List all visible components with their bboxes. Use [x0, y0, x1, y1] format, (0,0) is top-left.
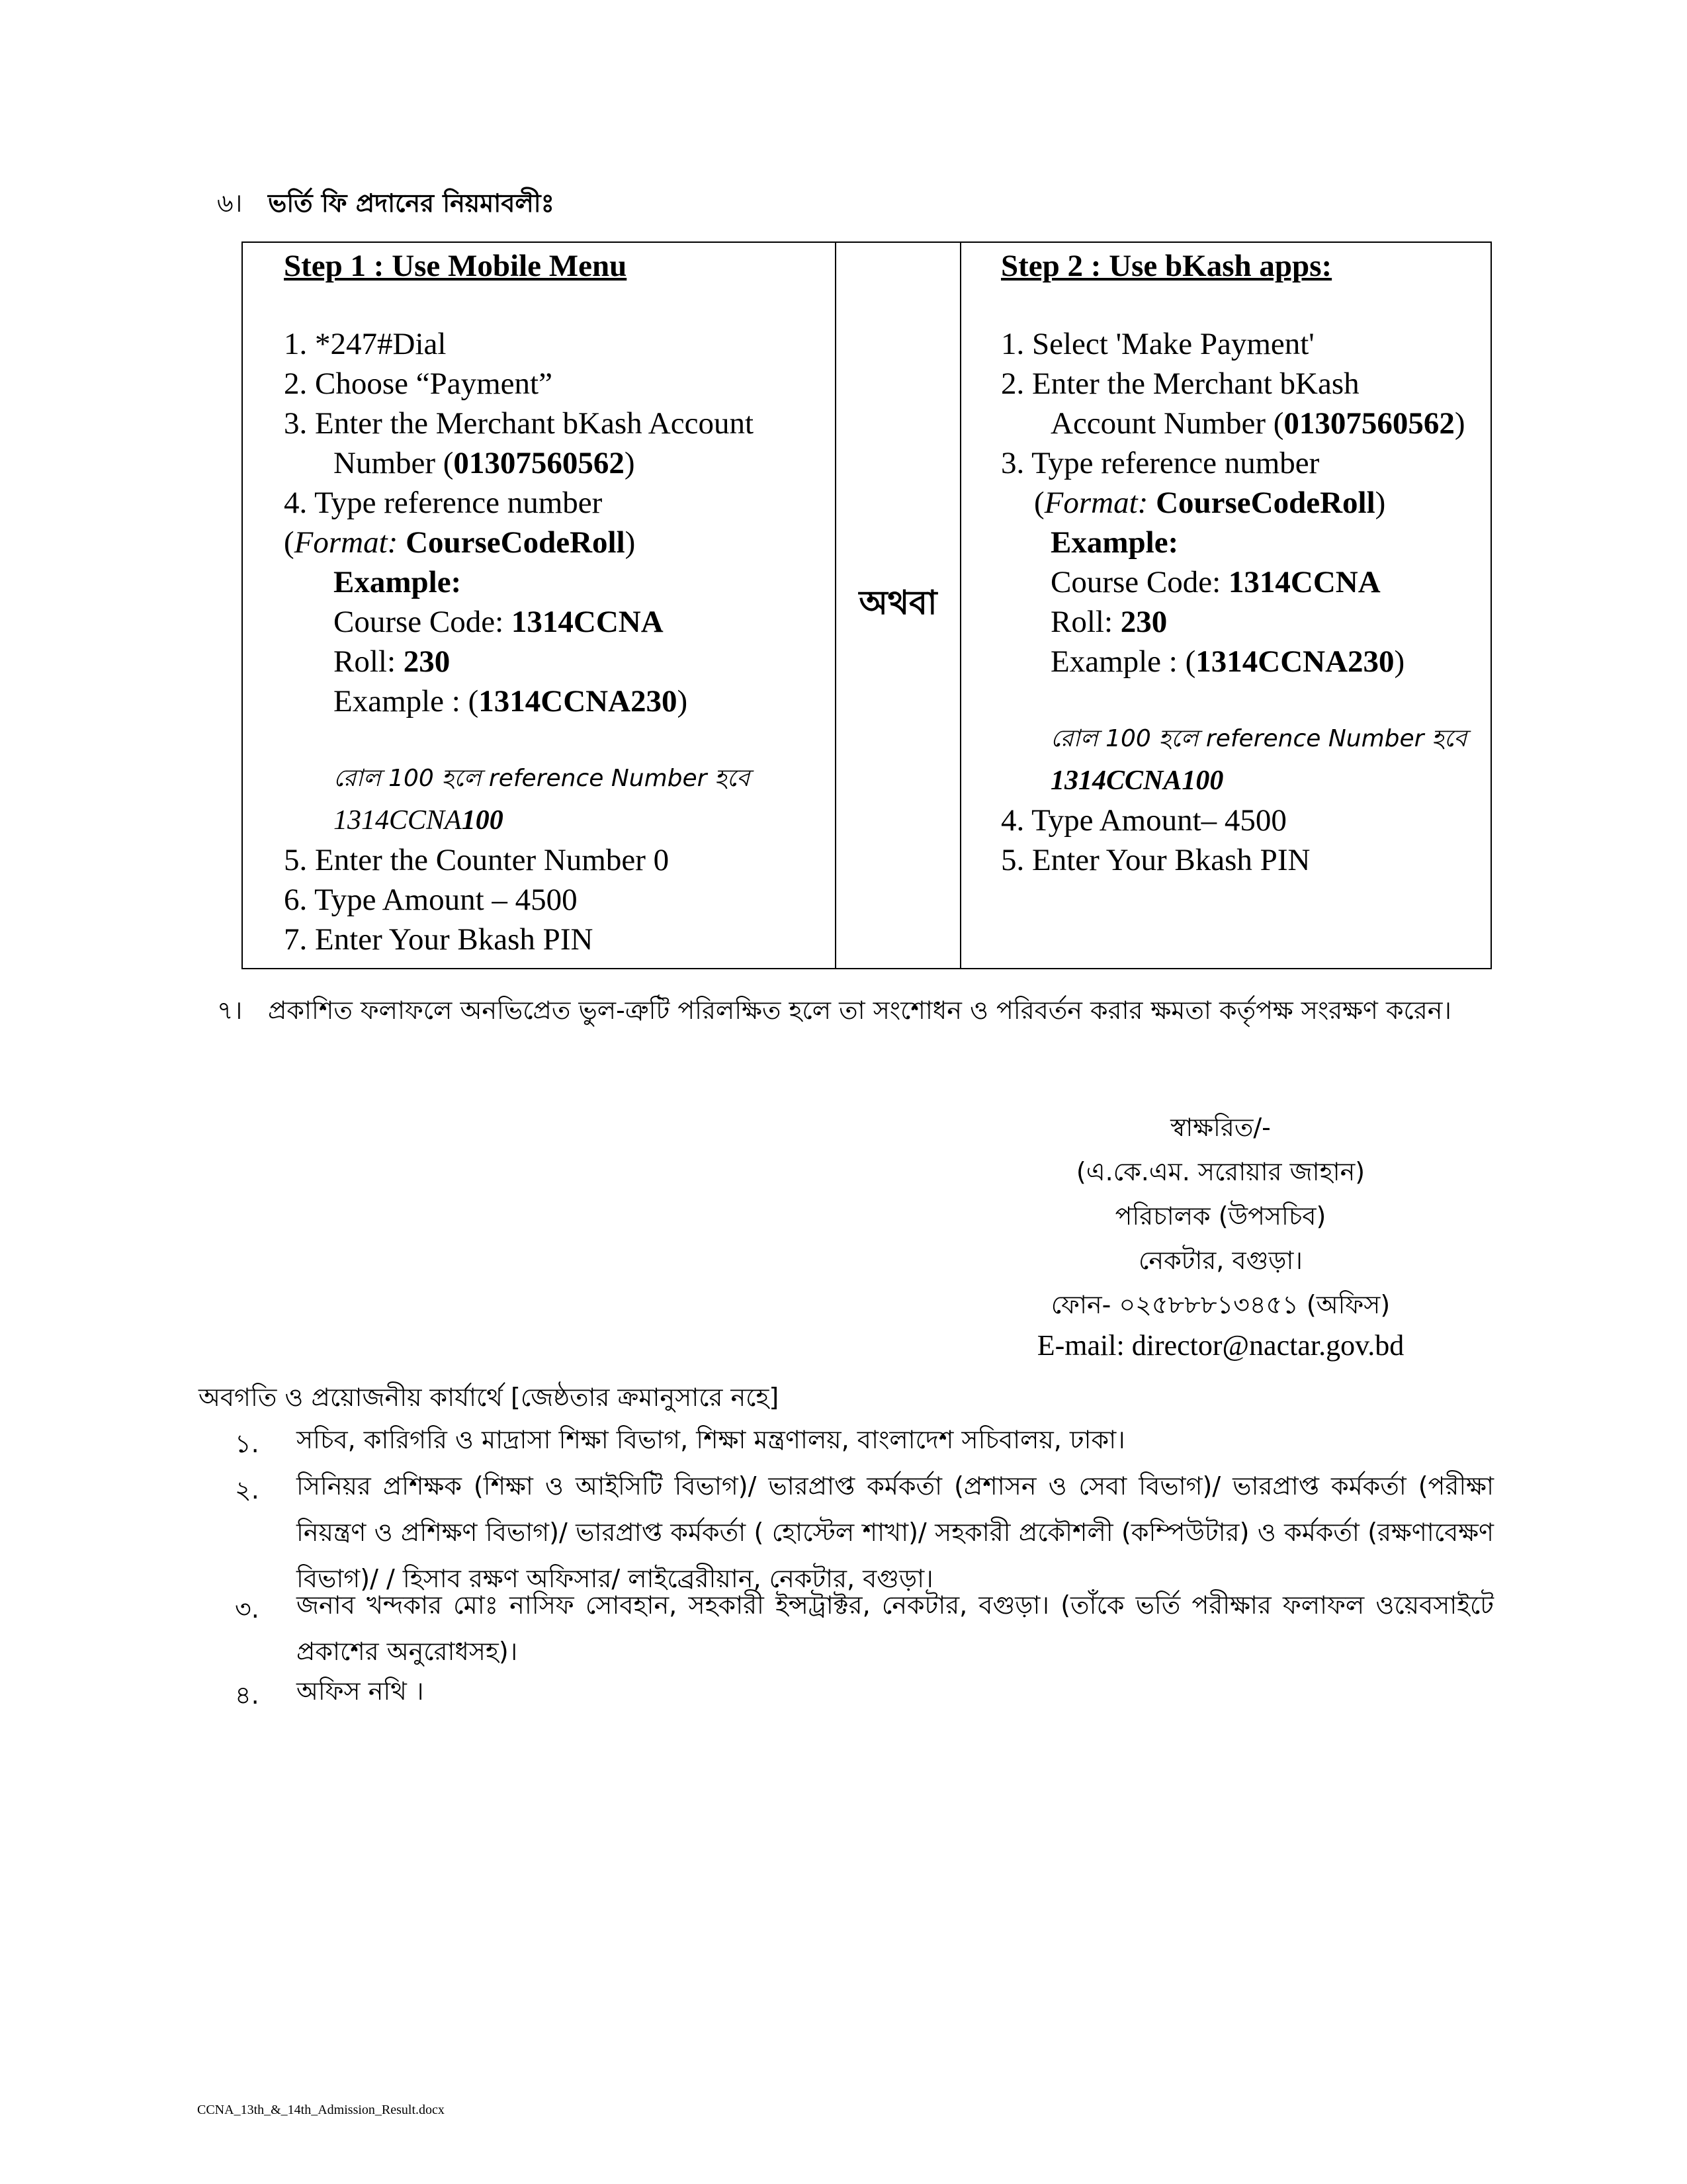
- signatory-name: (এ.কে.এম. সরোয়ার জাহান): [1076, 1157, 1365, 1186]
- step2-example-value: Example : (1314CCNA230): [1051, 644, 1405, 679]
- step2-line-reference: 3. Type reference number: [1001, 446, 1320, 480]
- step2-example-label: Example:: [1051, 525, 1179, 560]
- or-label: অথবা: [859, 583, 937, 622]
- step1-line-account-number: Number (01307560562): [333, 446, 635, 480]
- section-6-number: ৬।: [217, 189, 243, 218]
- step1-course-code: Course Code: 1314CCNA: [333, 605, 664, 639]
- step2-line-format: (Format: CourseCodeRoll): [1034, 486, 1386, 520]
- distribution-item: সচিব, কারিগরি ও মাদ্রাসা শিক্ষা বিভাগ, শিক্ষা মন্ত্রণালয়, বাংলাদেশ সচিবালয়, ঢাকা।: [296, 1425, 1125, 1454]
- step1-roll: Roll: 230: [333, 644, 451, 679]
- distribution-item-number: ৩.: [235, 1594, 259, 1624]
- step2-roll: Roll: 230: [1051, 605, 1168, 639]
- step2-cell: [961, 242, 1491, 969]
- step2-heading: Step 2 : Use bKash apps:: [1001, 249, 1332, 283]
- step1-line-choose: 2. Choose “Payment”: [284, 367, 552, 401]
- step1-line-merchant: 3. Enter the Merchant bKash Account: [284, 406, 754, 441]
- step2-note-value: 1314CCNA100: [1051, 765, 1224, 796]
- step2-line-amount: 4. Type Amount– 4500: [1001, 803, 1287, 838]
- step1-line-format: (Format: CourseCodeRoll): [284, 525, 636, 560]
- step1-line-counter: 5. Enter the Counter Number 0: [284, 843, 670, 877]
- distribution-item: অফিস নথি ।: [296, 1677, 424, 1706]
- step1-example-label: Example:: [333, 565, 462, 599]
- signed-label: স্বাক্ষরিত/-: [1170, 1113, 1271, 1142]
- step2-note: রোল 100 হলে reference Number হবে: [1051, 725, 1467, 752]
- signatory-email: E-mail: director@nactar.gov.bd: [1037, 1329, 1405, 1362]
- distribution-item: সিনিয়র প্রশিক্ষক (শিক্ষা ও আইসিটি বিভাগ)/ ভারপ্রাপ্ত কর্মকর্তা (প্রশাসন ও সেবা বিভাগ)/ ভারপ্রাপ্ত কর্মকর্তা (পরীক্ষা নিয়ন্ত্রণ ও প্রশিক্ষণ বিভাগ)/ ভারপ্রাপ্ত কর্মকর্তা ( হোস্টেল শাখা)/ সহকারী প্রকৌশলী (কম্পিউটার) ও কর্মকর্তা (রক্ষণাবেক্ষণ বিভাগ)/ / হিসাব রক্ষণ অফিসার/ লাইব্রেরীয়ান, নেকটার, বগুড়া।: [296, 1471, 1494, 1593]
- step1-line-dial: 1. *247#Dial: [284, 327, 447, 361]
- step1-line-reference: 4. Type reference number: [284, 486, 603, 520]
- payment-instructions-table: [241, 241, 1492, 969]
- step1-line-pin: 7. Enter Your Bkash PIN: [284, 922, 593, 957]
- distribution-item-number: ৪.: [235, 1681, 259, 1710]
- step2-line-pin: 5. Enter Your Bkash PIN: [1001, 843, 1311, 877]
- step1-cell: [242, 242, 836, 969]
- footer-filename: CCNA_13th_&_14th_Admission_Result.docx: [197, 2103, 445, 2117]
- step1-example-value: Example : (1314CCNA230): [333, 684, 688, 719]
- distribution-item-number: ২.: [235, 1475, 259, 1505]
- step2-line-account-number: Account Number (01307560562): [1051, 406, 1465, 441]
- step1-note-value: 1314CCNA100: [333, 805, 503, 836]
- step2-course-code: Course Code: 1314CCNA: [1051, 565, 1381, 599]
- section-7-number: ৭।: [217, 996, 243, 1025]
- signatory-office: নেকটার, বগুড়া।: [1138, 1246, 1303, 1275]
- step1-heading: Step 1 : Use Mobile Menu: [284, 249, 627, 283]
- distribution-heading: অবগতি ও প্রয়োজনীয় কার্যার্থে [জেষ্ঠতার ক্রমানুসারে নহে]: [198, 1383, 779, 1412]
- distribution-item-number: ১.: [235, 1429, 259, 1458]
- step1-line-amount: 6. Type Amount – 4500: [284, 883, 578, 917]
- or-cell: [836, 242, 961, 969]
- signatory-phone: ফোন- ০২৫৮৮৮১৩৪৫১ (অফিস): [1051, 1290, 1391, 1319]
- signatory-designation: পরিচালক (উপসচিব): [1115, 1201, 1326, 1231]
- step2-line-merchant: 2. Enter the Merchant bKash: [1001, 367, 1360, 401]
- section-6-title: ভর্তি ফি প্রদানের নিয়মাবলীঃ: [268, 189, 554, 218]
- distribution-item: জনাব খন্দকার মোঃ নাসিফ সোবহান, সহকারী ইন্সট্রাক্টর, নেকটার, বগুড়া। (তাঁকে ভর্তি পরীক্ষার ফলাফল ওয়েবসাইটে প্রকাশের অনুরোধসহ)।: [296, 1591, 1494, 1666]
- section-7-text: প্রকাশিত ফলাফলে অনভিপ্রেত ভুল-ত্রুটি পরিলক্ষিত হলে তা সংশোধন ও পরিবর্তন করার ক্ষমতা কর্তৃপক্ষ সংরক্ষণ করেন।: [268, 996, 1452, 1025]
- step1-note: রোল 100 হলে reference Number হবে: [333, 765, 750, 792]
- step2-line-select: 1. Select 'Make Payment': [1001, 327, 1315, 361]
